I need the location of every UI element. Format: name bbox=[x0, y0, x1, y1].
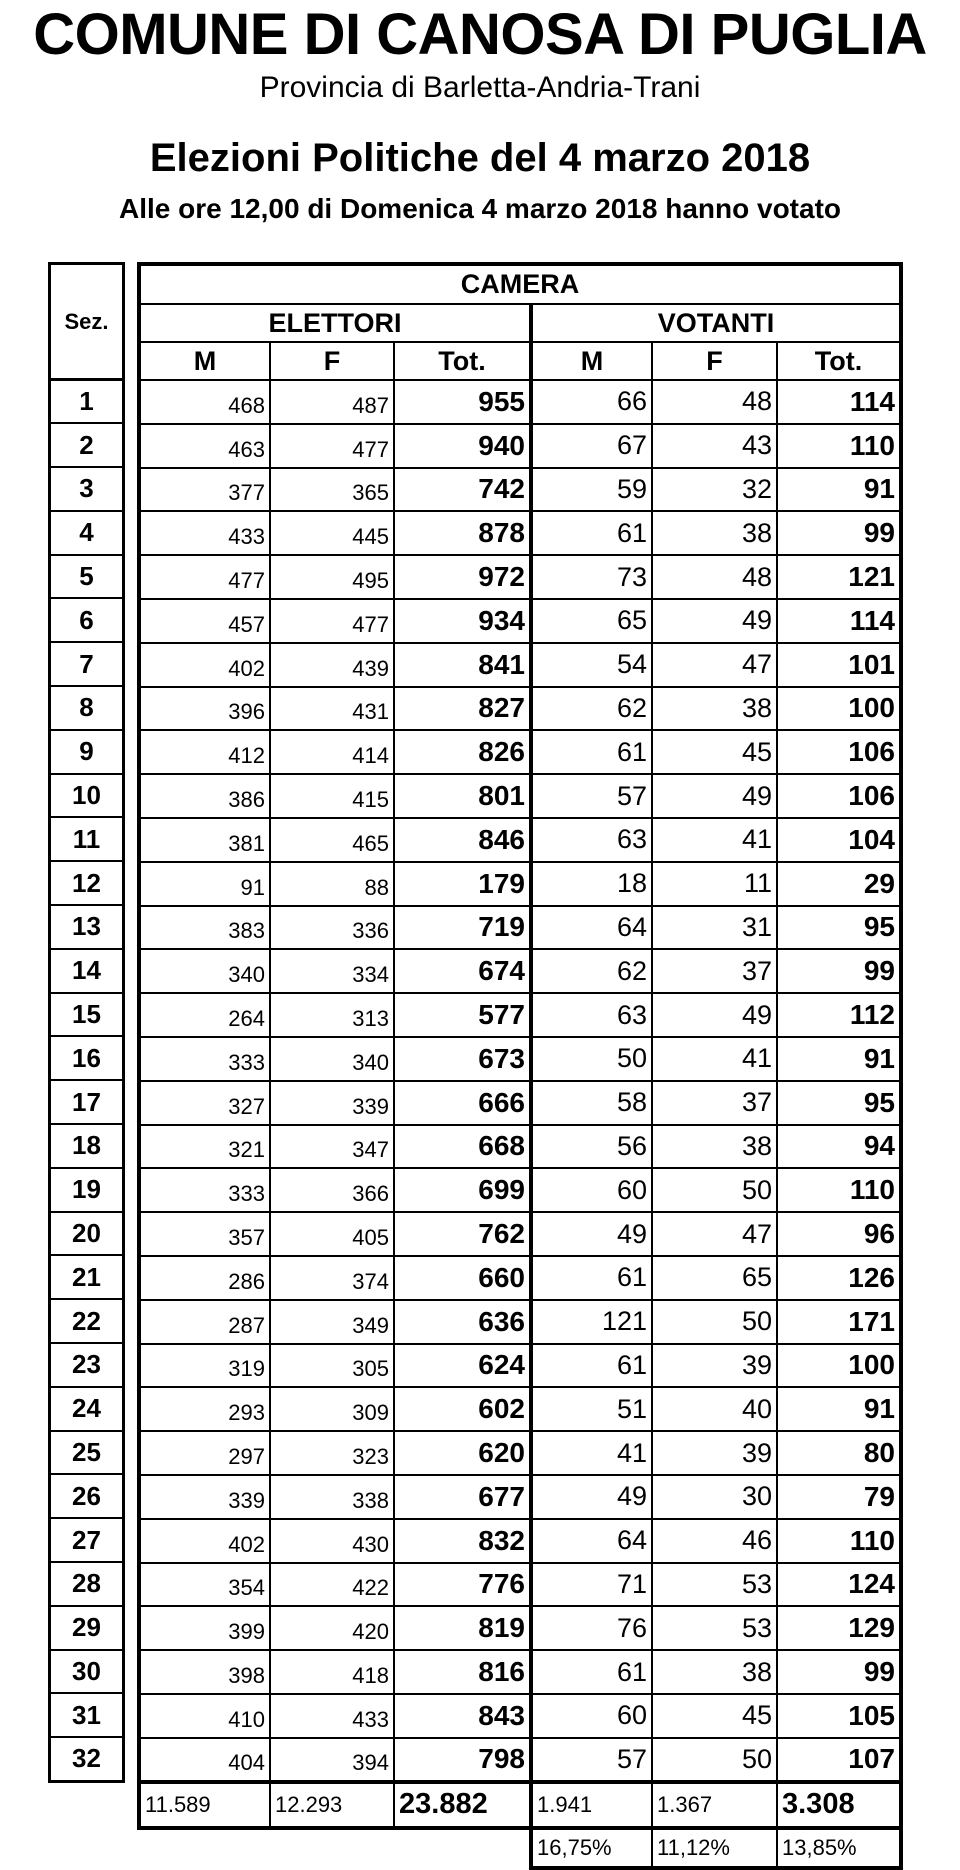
sez-number: 5 bbox=[50, 555, 124, 599]
table-row bbox=[139, 1344, 901, 1388]
votanti-f-cell: 40 bbox=[652, 1387, 777, 1431]
elettori-m-cell: 399 bbox=[139, 1606, 270, 1650]
votanti-tot-cell: 126 bbox=[777, 1256, 901, 1300]
elettori-tot-cell: 832 bbox=[394, 1519, 531, 1563]
votanti-m-cell: 65 bbox=[531, 599, 652, 643]
votanti-f-cell: 41 bbox=[652, 818, 777, 862]
votanti-f-cell: 31 bbox=[652, 906, 777, 950]
elettori-header: ELETTORI bbox=[139, 304, 531, 342]
elettori-m-cell: 297 bbox=[139, 1431, 270, 1475]
votanti-f-cell: 45 bbox=[652, 1694, 777, 1738]
elettori-m-cell: 333 bbox=[139, 1037, 270, 1081]
votanti-f-cell: 45 bbox=[652, 730, 777, 774]
sez-number: 20 bbox=[50, 1212, 124, 1256]
votanti-tot-cell: 95 bbox=[777, 906, 901, 950]
elettori-f-cell: 477 bbox=[270, 599, 394, 643]
votanti-f-cell: 38 bbox=[652, 1650, 777, 1694]
elettori-f-cell: 323 bbox=[270, 1431, 394, 1475]
votanti-tot-cell: 101 bbox=[777, 643, 901, 687]
table-row bbox=[139, 1081, 901, 1125]
votanti-m-cell: 56 bbox=[531, 1125, 652, 1169]
sez-number: 25 bbox=[50, 1431, 124, 1475]
elettori-f-cell: 433 bbox=[270, 1694, 394, 1738]
sez-number: 12 bbox=[50, 861, 124, 905]
elettori-f-cell: 347 bbox=[270, 1125, 394, 1169]
votanti-f-cell: 32 bbox=[652, 468, 777, 512]
elettori-tot-cell: 699 bbox=[394, 1168, 531, 1212]
elettori-tot-cell: 677 bbox=[394, 1475, 531, 1519]
table-row bbox=[139, 1212, 901, 1256]
elettori-m-cell: 333 bbox=[139, 1168, 270, 1212]
votanti-tot-cell: 99 bbox=[777, 1650, 901, 1694]
votanti-f-cell: 65 bbox=[652, 1256, 777, 1300]
elettori-tot-cell: 636 bbox=[394, 1300, 531, 1344]
sez-number: 1 bbox=[50, 380, 124, 424]
table-row bbox=[139, 1168, 901, 1212]
votanti-m-cell: 62 bbox=[531, 687, 652, 731]
total-votanti-tot: 3.308 bbox=[777, 1782, 901, 1828]
elettori-m-cell: 477 bbox=[139, 555, 270, 599]
elettori-f-cell: 338 bbox=[270, 1475, 394, 1519]
total-elettori-tot: 23.882 bbox=[394, 1782, 531, 1828]
sez-number: 28 bbox=[50, 1562, 124, 1606]
votanti-tot-cell: 91 bbox=[777, 1387, 901, 1431]
votanti-tot-cell: 96 bbox=[777, 1212, 901, 1256]
elettori-m-cell: 404 bbox=[139, 1738, 270, 1782]
elettori-f-cell: 465 bbox=[270, 818, 394, 862]
camera-header: CAMERA bbox=[139, 264, 901, 304]
provincia-subtitle: Provincia di Barletta-Andria-Trani bbox=[259, 71, 701, 104]
camera-table bbox=[137, 262, 903, 1870]
votanti-f-cell: 53 bbox=[652, 1606, 777, 1650]
elettori-m-cell: 287 bbox=[139, 1300, 270, 1344]
table-row bbox=[139, 555, 901, 599]
votanti-m-cell: 57 bbox=[531, 1738, 652, 1782]
votanti-tot-cell: 29 bbox=[777, 862, 901, 906]
elettori-f-cell: 365 bbox=[270, 468, 394, 512]
affluenza-subtitle: Alle ore 12,00 di Domenica 4 marzo 2018 hanno votato bbox=[118, 193, 842, 224]
sez-number: 15 bbox=[50, 993, 124, 1037]
sez-number: 23 bbox=[50, 1343, 124, 1387]
elettori-m-cell: 463 bbox=[139, 424, 270, 468]
elettori-tot-cell: 674 bbox=[394, 949, 531, 993]
table-row bbox=[139, 1256, 901, 1300]
table-row bbox=[139, 599, 901, 643]
sez-number: 21 bbox=[50, 1255, 124, 1299]
votanti-f-cell: 11 bbox=[652, 862, 777, 906]
elettori-tot-cell: 719 bbox=[394, 906, 531, 950]
elettori-m-cell: 402 bbox=[139, 1519, 270, 1563]
votanti-m-cell: 61 bbox=[531, 1650, 652, 1694]
table-row bbox=[139, 1475, 901, 1519]
elettori-f-cell: 336 bbox=[270, 906, 394, 950]
elettori-tot-cell: 624 bbox=[394, 1344, 531, 1388]
elettori-m-cell: 381 bbox=[139, 818, 270, 862]
votanti-tot-cell: 80 bbox=[777, 1431, 901, 1475]
sez-number: 8 bbox=[50, 686, 124, 730]
elettori-tot-cell: 841 bbox=[394, 643, 531, 687]
total-votanti-m: 1.941 bbox=[531, 1782, 652, 1828]
sez-number: 6 bbox=[50, 598, 124, 642]
votanti-m-header: M bbox=[531, 342, 652, 380]
elettori-f-cell: 88 bbox=[270, 862, 394, 906]
votanti-tot-cell: 94 bbox=[777, 1125, 901, 1169]
elettori-m-cell: 354 bbox=[139, 1563, 270, 1607]
votanti-tot-cell: 104 bbox=[777, 818, 901, 862]
elettori-f-cell: 349 bbox=[270, 1300, 394, 1344]
sez-number: 11 bbox=[50, 817, 124, 861]
votanti-tot-header: Tot. bbox=[777, 342, 901, 380]
elettori-f-cell: 309 bbox=[270, 1387, 394, 1431]
elettori-tot-cell: 801 bbox=[394, 774, 531, 818]
votanti-tot-cell: 112 bbox=[777, 993, 901, 1037]
votanti-f-cell: 50 bbox=[652, 1738, 777, 1782]
table-row bbox=[139, 774, 901, 818]
votanti-f-cell: 47 bbox=[652, 1212, 777, 1256]
elettori-m-cell: 457 bbox=[139, 599, 270, 643]
elettori-tot-cell: 602 bbox=[394, 1387, 531, 1431]
sez-number: 31 bbox=[50, 1693, 124, 1737]
elettori-m-cell: 377 bbox=[139, 468, 270, 512]
table-row bbox=[139, 1563, 901, 1607]
elettori-tot-cell: 660 bbox=[394, 1256, 531, 1300]
elettori-m-cell: 319 bbox=[139, 1344, 270, 1388]
sez-number: 10 bbox=[50, 774, 124, 818]
table-row bbox=[139, 643, 901, 687]
votanti-m-cell: 41 bbox=[531, 1431, 652, 1475]
sez-number: 2 bbox=[50, 423, 124, 467]
sez-number: 3 bbox=[50, 467, 124, 511]
votanti-tot-cell: 106 bbox=[777, 774, 901, 818]
sez-number: 7 bbox=[50, 642, 124, 686]
elettori-tot-cell: 827 bbox=[394, 687, 531, 731]
votanti-tot-cell: 95 bbox=[777, 1081, 901, 1125]
table-row bbox=[139, 1431, 901, 1475]
sez-header: Sez. bbox=[50, 264, 124, 380]
elettori-f-cell: 305 bbox=[270, 1344, 394, 1388]
votanti-tot-cell: 91 bbox=[777, 1037, 901, 1081]
elettori-m-cell: 433 bbox=[139, 511, 270, 555]
elettori-tot-cell: 620 bbox=[394, 1431, 531, 1475]
percentages-row bbox=[139, 1828, 901, 1868]
votanti-tot-cell: 110 bbox=[777, 424, 901, 468]
elettori-tot-cell: 668 bbox=[394, 1125, 531, 1169]
sez-number: 32 bbox=[50, 1737, 124, 1781]
votanti-tot-cell: 121 bbox=[777, 555, 901, 599]
elettori-m-cell: 402 bbox=[139, 643, 270, 687]
elettori-f-cell: 477 bbox=[270, 424, 394, 468]
sez-number: 22 bbox=[50, 1299, 124, 1343]
votanti-m-cell: 49 bbox=[531, 1475, 652, 1519]
votanti-tot-cell: 114 bbox=[777, 599, 901, 643]
votanti-m-cell: 57 bbox=[531, 774, 652, 818]
pct-votanti-m: 16,75% bbox=[531, 1828, 652, 1868]
elettori-m-cell: 321 bbox=[139, 1125, 270, 1169]
votanti-m-cell: 63 bbox=[531, 993, 652, 1037]
table-row bbox=[139, 687, 901, 731]
elettori-f-cell: 366 bbox=[270, 1168, 394, 1212]
table-row bbox=[139, 1300, 901, 1344]
elettori-f-cell: 439 bbox=[270, 643, 394, 687]
sez-number: 30 bbox=[50, 1650, 124, 1694]
elettori-f-cell: 418 bbox=[270, 1650, 394, 1694]
elettori-tot-cell: 843 bbox=[394, 1694, 531, 1738]
sez-number: 17 bbox=[50, 1080, 124, 1124]
table-row bbox=[139, 380, 901, 424]
votanti-tot-cell: 114 bbox=[777, 380, 901, 424]
elettori-f-cell: 414 bbox=[270, 730, 394, 774]
table-row bbox=[139, 818, 901, 862]
votanti-f-cell: 50 bbox=[652, 1300, 777, 1344]
votanti-f-cell: 48 bbox=[652, 380, 777, 424]
sez-number: 29 bbox=[50, 1606, 124, 1650]
votanti-tot-cell: 105 bbox=[777, 1694, 901, 1738]
votanti-tot-cell: 99 bbox=[777, 511, 901, 555]
elettori-m-cell: 357 bbox=[139, 1212, 270, 1256]
elettori-m-cell: 339 bbox=[139, 1475, 270, 1519]
votanti-f-cell: 39 bbox=[652, 1344, 777, 1388]
elettori-f-header: F bbox=[270, 342, 394, 380]
totals-row bbox=[139, 1782, 901, 1828]
table-row bbox=[139, 1650, 901, 1694]
elettori-f-cell: 405 bbox=[270, 1212, 394, 1256]
table-row bbox=[139, 1519, 901, 1563]
sez-number: 16 bbox=[50, 1036, 124, 1080]
elettori-f-cell: 415 bbox=[270, 774, 394, 818]
votanti-tot-cell: 91 bbox=[777, 468, 901, 512]
votanti-tot-cell: 100 bbox=[777, 1344, 901, 1388]
votanti-f-cell: 43 bbox=[652, 424, 777, 468]
elettori-tot-cell: 878 bbox=[394, 511, 531, 555]
votanti-m-cell: 67 bbox=[531, 424, 652, 468]
votanti-m-cell: 66 bbox=[531, 380, 652, 424]
table-row bbox=[139, 949, 901, 993]
elettori-f-cell: 334 bbox=[270, 949, 394, 993]
pct-votanti-f: 11,12% bbox=[652, 1828, 777, 1868]
votanti-m-cell: 73 bbox=[531, 555, 652, 599]
table-row bbox=[139, 1387, 901, 1431]
elettori-f-cell: 431 bbox=[270, 687, 394, 731]
votanti-f-cell: 48 bbox=[652, 555, 777, 599]
elettori-tot-cell: 816 bbox=[394, 1650, 531, 1694]
votanti-m-cell: 49 bbox=[531, 1212, 652, 1256]
comune-title: COMUNE DI CANOSA DI PUGLIA bbox=[33, 2, 927, 67]
elettori-f-cell: 495 bbox=[270, 555, 394, 599]
elettori-m-cell: 396 bbox=[139, 687, 270, 731]
pct-blank bbox=[139, 1828, 531, 1868]
elettori-f-cell: 430 bbox=[270, 1519, 394, 1563]
votanti-f-cell: 53 bbox=[652, 1563, 777, 1607]
sez-number: 14 bbox=[50, 949, 124, 993]
sez-number: 13 bbox=[50, 905, 124, 949]
votanti-tot-cell: 110 bbox=[777, 1519, 901, 1563]
votanti-m-cell: 50 bbox=[531, 1037, 652, 1081]
votanti-m-cell: 121 bbox=[531, 1300, 652, 1344]
votanti-m-cell: 59 bbox=[531, 468, 652, 512]
elettori-f-cell: 420 bbox=[270, 1606, 394, 1650]
elettori-tot-cell: 846 bbox=[394, 818, 531, 862]
elettori-tot-cell: 798 bbox=[394, 1738, 531, 1782]
votanti-f-cell: 47 bbox=[652, 643, 777, 687]
elettori-tot-cell: 762 bbox=[394, 1212, 531, 1256]
elettori-m-cell: 468 bbox=[139, 380, 270, 424]
elettori-f-cell: 445 bbox=[270, 511, 394, 555]
total-elettori-f: 12.293 bbox=[270, 1782, 394, 1828]
table-row bbox=[139, 468, 901, 512]
sez-number: 19 bbox=[50, 1168, 124, 1212]
votanti-f-cell: 49 bbox=[652, 774, 777, 818]
elettori-f-cell: 339 bbox=[270, 1081, 394, 1125]
total-votanti-f: 1.367 bbox=[652, 1782, 777, 1828]
elettori-tot-cell: 972 bbox=[394, 555, 531, 599]
elettori-tot-cell: 666 bbox=[394, 1081, 531, 1125]
table-row bbox=[139, 511, 901, 555]
votanti-tot-cell: 100 bbox=[777, 687, 901, 731]
table-row bbox=[139, 424, 901, 468]
sezioni-column bbox=[48, 262, 125, 1783]
elettori-f-cell: 374 bbox=[270, 1256, 394, 1300]
elettori-m-cell: 286 bbox=[139, 1256, 270, 1300]
votanti-m-cell: 61 bbox=[531, 511, 652, 555]
elettori-tot-cell: 826 bbox=[394, 730, 531, 774]
sez-number: 18 bbox=[50, 1124, 124, 1168]
sez-number: 26 bbox=[50, 1474, 124, 1518]
elettori-m-cell: 91 bbox=[139, 862, 270, 906]
sez-number: 24 bbox=[50, 1387, 124, 1431]
elettori-f-cell: 340 bbox=[270, 1037, 394, 1081]
votanti-m-cell: 18 bbox=[531, 862, 652, 906]
votanti-m-cell: 71 bbox=[531, 1563, 652, 1607]
elettori-m-cell: 398 bbox=[139, 1650, 270, 1694]
votanti-m-cell: 64 bbox=[531, 906, 652, 950]
votanti-tot-cell: 107 bbox=[777, 1738, 901, 1782]
votanti-tot-cell: 79 bbox=[777, 1475, 901, 1519]
elettori-f-cell: 422 bbox=[270, 1563, 394, 1607]
elettori-m-cell: 386 bbox=[139, 774, 270, 818]
votanti-f-cell: 50 bbox=[652, 1168, 777, 1212]
votanti-f-cell: 37 bbox=[652, 1081, 777, 1125]
pct-votanti-tot: 13,85% bbox=[777, 1828, 901, 1868]
elettori-tot-cell: 742 bbox=[394, 468, 531, 512]
sez-number: 4 bbox=[50, 511, 124, 555]
elettori-tot-cell: 940 bbox=[394, 424, 531, 468]
votanti-m-cell: 61 bbox=[531, 1256, 652, 1300]
table-row bbox=[139, 862, 901, 906]
elettori-m-cell: 293 bbox=[139, 1387, 270, 1431]
votanti-m-cell: 60 bbox=[531, 1694, 652, 1738]
votanti-f-header: F bbox=[652, 342, 777, 380]
elettori-m-cell: 410 bbox=[139, 1694, 270, 1738]
elettori-tot-cell: 955 bbox=[394, 380, 531, 424]
elettori-tot-cell: 179 bbox=[394, 862, 531, 906]
votanti-m-cell: 58 bbox=[531, 1081, 652, 1125]
elettori-m-cell: 412 bbox=[139, 730, 270, 774]
elettori-tot-header: Tot. bbox=[394, 342, 531, 380]
elettori-tot-cell: 934 bbox=[394, 599, 531, 643]
table-row bbox=[139, 1037, 901, 1081]
votanti-m-cell: 61 bbox=[531, 730, 652, 774]
table-row bbox=[139, 1694, 901, 1738]
sez-number: 9 bbox=[50, 730, 124, 774]
votanti-f-cell: 39 bbox=[652, 1431, 777, 1475]
votanti-m-cell: 62 bbox=[531, 949, 652, 993]
votanti-f-cell: 49 bbox=[652, 599, 777, 643]
votanti-m-cell: 63 bbox=[531, 818, 652, 862]
table-row bbox=[139, 1125, 901, 1169]
votanti-f-cell: 49 bbox=[652, 993, 777, 1037]
elettori-f-cell: 487 bbox=[270, 380, 394, 424]
elettori-m-cell: 264 bbox=[139, 993, 270, 1037]
elettori-f-cell: 394 bbox=[270, 1738, 394, 1782]
sez-number: 27 bbox=[50, 1518, 124, 1562]
votanti-f-cell: 38 bbox=[652, 511, 777, 555]
votanti-f-cell: 37 bbox=[652, 949, 777, 993]
votanti-f-cell: 46 bbox=[652, 1519, 777, 1563]
elettori-m-cell: 383 bbox=[139, 906, 270, 950]
votanti-f-cell: 41 bbox=[652, 1037, 777, 1081]
table-row bbox=[139, 1738, 901, 1782]
table-row bbox=[139, 730, 901, 774]
votanti-m-cell: 61 bbox=[531, 1344, 652, 1388]
elezioni-title: Elezioni Politiche del 4 marzo 2018 bbox=[149, 136, 811, 180]
votanti-m-cell: 51 bbox=[531, 1387, 652, 1431]
votanti-tot-cell: 106 bbox=[777, 730, 901, 774]
table-row bbox=[139, 1606, 901, 1650]
elettori-m-header: M bbox=[139, 342, 270, 380]
table-row bbox=[139, 993, 901, 1037]
elettori-f-cell: 313 bbox=[270, 993, 394, 1037]
elettori-m-cell: 327 bbox=[139, 1081, 270, 1125]
votanti-m-cell: 76 bbox=[531, 1606, 652, 1650]
elettori-tot-cell: 673 bbox=[394, 1037, 531, 1081]
total-elettori-m: 11.589 bbox=[139, 1782, 270, 1828]
votanti-tot-cell: 124 bbox=[777, 1563, 901, 1607]
elettori-m-cell: 340 bbox=[139, 949, 270, 993]
votanti-tot-cell: 171 bbox=[777, 1300, 901, 1344]
elettori-tot-cell: 776 bbox=[394, 1563, 531, 1607]
votanti-f-cell: 38 bbox=[652, 1125, 777, 1169]
table-row bbox=[139, 906, 901, 950]
votanti-tot-cell: 129 bbox=[777, 1606, 901, 1650]
votanti-m-cell: 54 bbox=[531, 643, 652, 687]
votanti-f-cell: 38 bbox=[652, 687, 777, 731]
votanti-tot-cell: 110 bbox=[777, 1168, 901, 1212]
votanti-f-cell: 30 bbox=[652, 1475, 777, 1519]
votanti-header: VOTANTI bbox=[531, 304, 901, 342]
votanti-m-cell: 60 bbox=[531, 1168, 652, 1212]
elettori-tot-cell: 819 bbox=[394, 1606, 531, 1650]
elettori-tot-cell: 577 bbox=[394, 993, 531, 1037]
votanti-tot-cell: 99 bbox=[777, 949, 901, 993]
votanti-m-cell: 64 bbox=[531, 1519, 652, 1563]
